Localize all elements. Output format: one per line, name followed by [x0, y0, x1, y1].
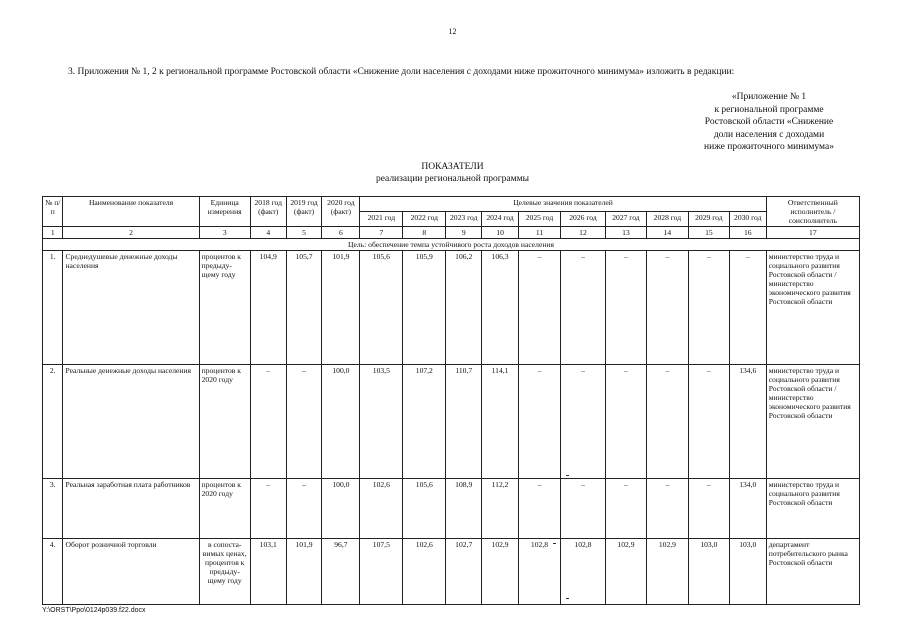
- column-number: 14: [646, 227, 688, 239]
- value-cell: –: [605, 251, 646, 365]
- value-cell: –: [688, 365, 729, 479]
- value-cell: –: [688, 251, 729, 365]
- column-number: 8: [403, 227, 446, 239]
- unit: в сопоста-вимых ценах, процентов к предыду-щему году: [199, 539, 250, 605]
- header-year: 2023 год: [446, 212, 482, 227]
- column-number: 1: [43, 227, 63, 239]
- table-row: [43, 479, 860, 539]
- value-cell: 102,9: [482, 539, 519, 605]
- value-cell: –: [646, 251, 688, 365]
- unit: процентов к 2020 году: [199, 365, 250, 479]
- value-cell: –: [605, 479, 646, 539]
- value-cell: 96,7: [322, 539, 360, 605]
- appendix-line: «Приложение № 1: [731, 92, 807, 102]
- document-title: [0, 161, 905, 185]
- appendix-line: доли населения с доходами: [713, 129, 825, 140]
- header-num: № п/п: [43, 197, 63, 227]
- value-cell: –: [560, 365, 605, 479]
- subtitle: реализации региональной программы: [375, 174, 530, 184]
- value-cell: 102,6: [360, 479, 403, 539]
- value-cell: 103,1: [250, 539, 286, 605]
- title: ПОКАЗАТЕЛИ: [421, 162, 484, 172]
- header-name: Наименование показателя: [63, 197, 199, 227]
- value-cell: 108,9: [446, 479, 482, 539]
- column-number: 16: [729, 227, 766, 239]
- value-cell: –: [646, 365, 688, 479]
- header-year: 2028 год: [646, 212, 688, 227]
- column-number: 15: [688, 227, 729, 239]
- column-number: 7: [360, 227, 403, 239]
- value-cell: 100,0: [322, 365, 360, 479]
- column-number-row: [43, 227, 860, 239]
- header-unit: Единица измерения: [199, 197, 250, 227]
- header-2018: 2018 год (факт): [250, 197, 286, 227]
- column-number: 11: [518, 227, 560, 239]
- value-cell: 105,6: [360, 251, 403, 365]
- value-cell: –: [518, 479, 560, 539]
- table-row: [43, 365, 860, 479]
- value-cell: 106,2: [446, 251, 482, 365]
- value-cell: 103,0: [729, 539, 766, 605]
- value-cell: 134,6: [729, 365, 766, 479]
- column-number: 12: [560, 227, 605, 239]
- row-number: 3.: [43, 479, 63, 539]
- indicators-table: [42, 196, 860, 605]
- appendix-line: к региональной программе: [714, 104, 824, 115]
- header-year: 2029 год: [688, 212, 729, 227]
- intro-text: 3. Приложения № 1, 2 к региональной программе Ростовской области «Снижение доли населения с доходами ниже прожиточного минимума» изложить в редакции:: [68, 67, 735, 77]
- value-cell: –: [560, 251, 605, 365]
- value-cell: –: [250, 365, 286, 479]
- value-cell: –: [286, 479, 322, 539]
- column-number: 2: [63, 227, 199, 239]
- header-year: 2021 год: [360, 212, 403, 227]
- value-cell: –: [560, 479, 605, 539]
- value-cell: 106,3: [482, 251, 519, 365]
- header-2019: 2019 год (факт): [286, 197, 322, 227]
- header-responsible: Ответственный исполнитель / соисполнитель: [766, 197, 859, 227]
- value-cell: –: [605, 365, 646, 479]
- value-cell: –: [688, 479, 729, 539]
- unit: процентов к предыду-щему году: [199, 251, 250, 365]
- column-number: 13: [605, 227, 646, 239]
- column-number: 9: [446, 227, 482, 239]
- value-cell: 102,8: [518, 539, 560, 605]
- value-cell: –: [286, 365, 322, 479]
- value-cell: 103,0: [688, 539, 729, 605]
- column-number: 5: [286, 227, 322, 239]
- goal-text: Цель: обеспечение темпа устойчивого роста доходов населения: [43, 239, 860, 251]
- unit: процентов к 2020 году: [199, 479, 250, 539]
- value-cell: –: [729, 251, 766, 365]
- page-number: 12: [448, 27, 457, 36]
- value-cell: 101,9: [286, 539, 322, 605]
- value-cell: –: [518, 365, 560, 479]
- responsible-executor: министерство труда и социального развития Ростовской области / министерство экономического развития Ростовской области: [766, 251, 859, 365]
- file-path-footer: Y:\ORST\Ppo\0124p039.f22.docx: [42, 607, 146, 614]
- header-year: 2026 год: [560, 212, 605, 227]
- table-row: [43, 251, 860, 365]
- column-number: 17: [766, 227, 859, 239]
- value-cell: 102,8: [560, 539, 605, 605]
- value-cell: 105,7: [286, 251, 322, 365]
- appendix-line: Ростовской области «Снижение: [704, 117, 834, 127]
- responsible-executor: министерство труда и социального развития Ростовской области / министерство экономического развития Ростовской области: [766, 365, 859, 479]
- value-cell: 107,2: [403, 365, 446, 479]
- indicator-name: Реальная заработная плата работников: [63, 479, 199, 539]
- header-year: 2027 год: [605, 212, 646, 227]
- scan-mark: [566, 598, 569, 599]
- value-cell: 102,6: [403, 539, 446, 605]
- indicator-name: Реальные денежные доходы населения: [63, 365, 199, 479]
- value-cell: 114,1: [482, 365, 519, 479]
- row-number: 4.: [43, 539, 63, 605]
- column-number: 6: [322, 227, 360, 239]
- value-cell: 105,6: [403, 479, 446, 539]
- responsible-executor: министерство труда и социального развития Ростовской области: [766, 479, 859, 539]
- value-cell: 110,7: [446, 365, 482, 479]
- header-year: 2022 год: [403, 212, 446, 227]
- header-row: [43, 197, 860, 212]
- value-cell: 134,0: [729, 479, 766, 539]
- header-2020: 2020 год (факт): [322, 197, 360, 227]
- column-number: 3: [199, 227, 250, 239]
- value-cell: 100,0: [322, 479, 360, 539]
- value-cell: 104,9: [250, 251, 286, 365]
- value-cell: 105,9: [403, 251, 446, 365]
- value-cell: 103,5: [360, 365, 403, 479]
- value-cell: 101,9: [322, 251, 360, 365]
- value-cell: –: [250, 479, 286, 539]
- value-cell: –: [646, 479, 688, 539]
- value-cell: –: [518, 251, 560, 365]
- goal-row: [43, 239, 860, 251]
- responsible-executor: департамент потребительского рынка Ростовской области: [766, 539, 859, 605]
- header-year: 2024 год: [482, 212, 519, 227]
- column-number: 4: [250, 227, 286, 239]
- value-cell: 107,5: [360, 539, 403, 605]
- header-year: 2025 год: [518, 212, 560, 227]
- value-cell: 102,9: [646, 539, 688, 605]
- row-number: 2.: [43, 365, 63, 479]
- appendix-line: ниже прожиточного минимума»: [704, 142, 834, 152]
- header-year: 2030 год: [729, 212, 766, 227]
- appendix-note: [680, 91, 858, 154]
- value-cell: 102,7: [446, 539, 482, 605]
- table-row: [43, 539, 860, 605]
- header-target: Целевые значения показателей: [360, 197, 766, 212]
- value-cell: 112,2: [482, 479, 519, 539]
- value-cell: 102,9: [605, 539, 646, 605]
- scan-mark: [553, 543, 556, 544]
- scan-mark: [566, 475, 569, 476]
- row-number: 1.: [43, 251, 63, 365]
- column-number: 10: [482, 227, 519, 239]
- indicator-name: Оборот розничной торговли: [63, 539, 199, 605]
- indicator-name: Среднедушевые денежные доходы населения: [63, 251, 199, 365]
